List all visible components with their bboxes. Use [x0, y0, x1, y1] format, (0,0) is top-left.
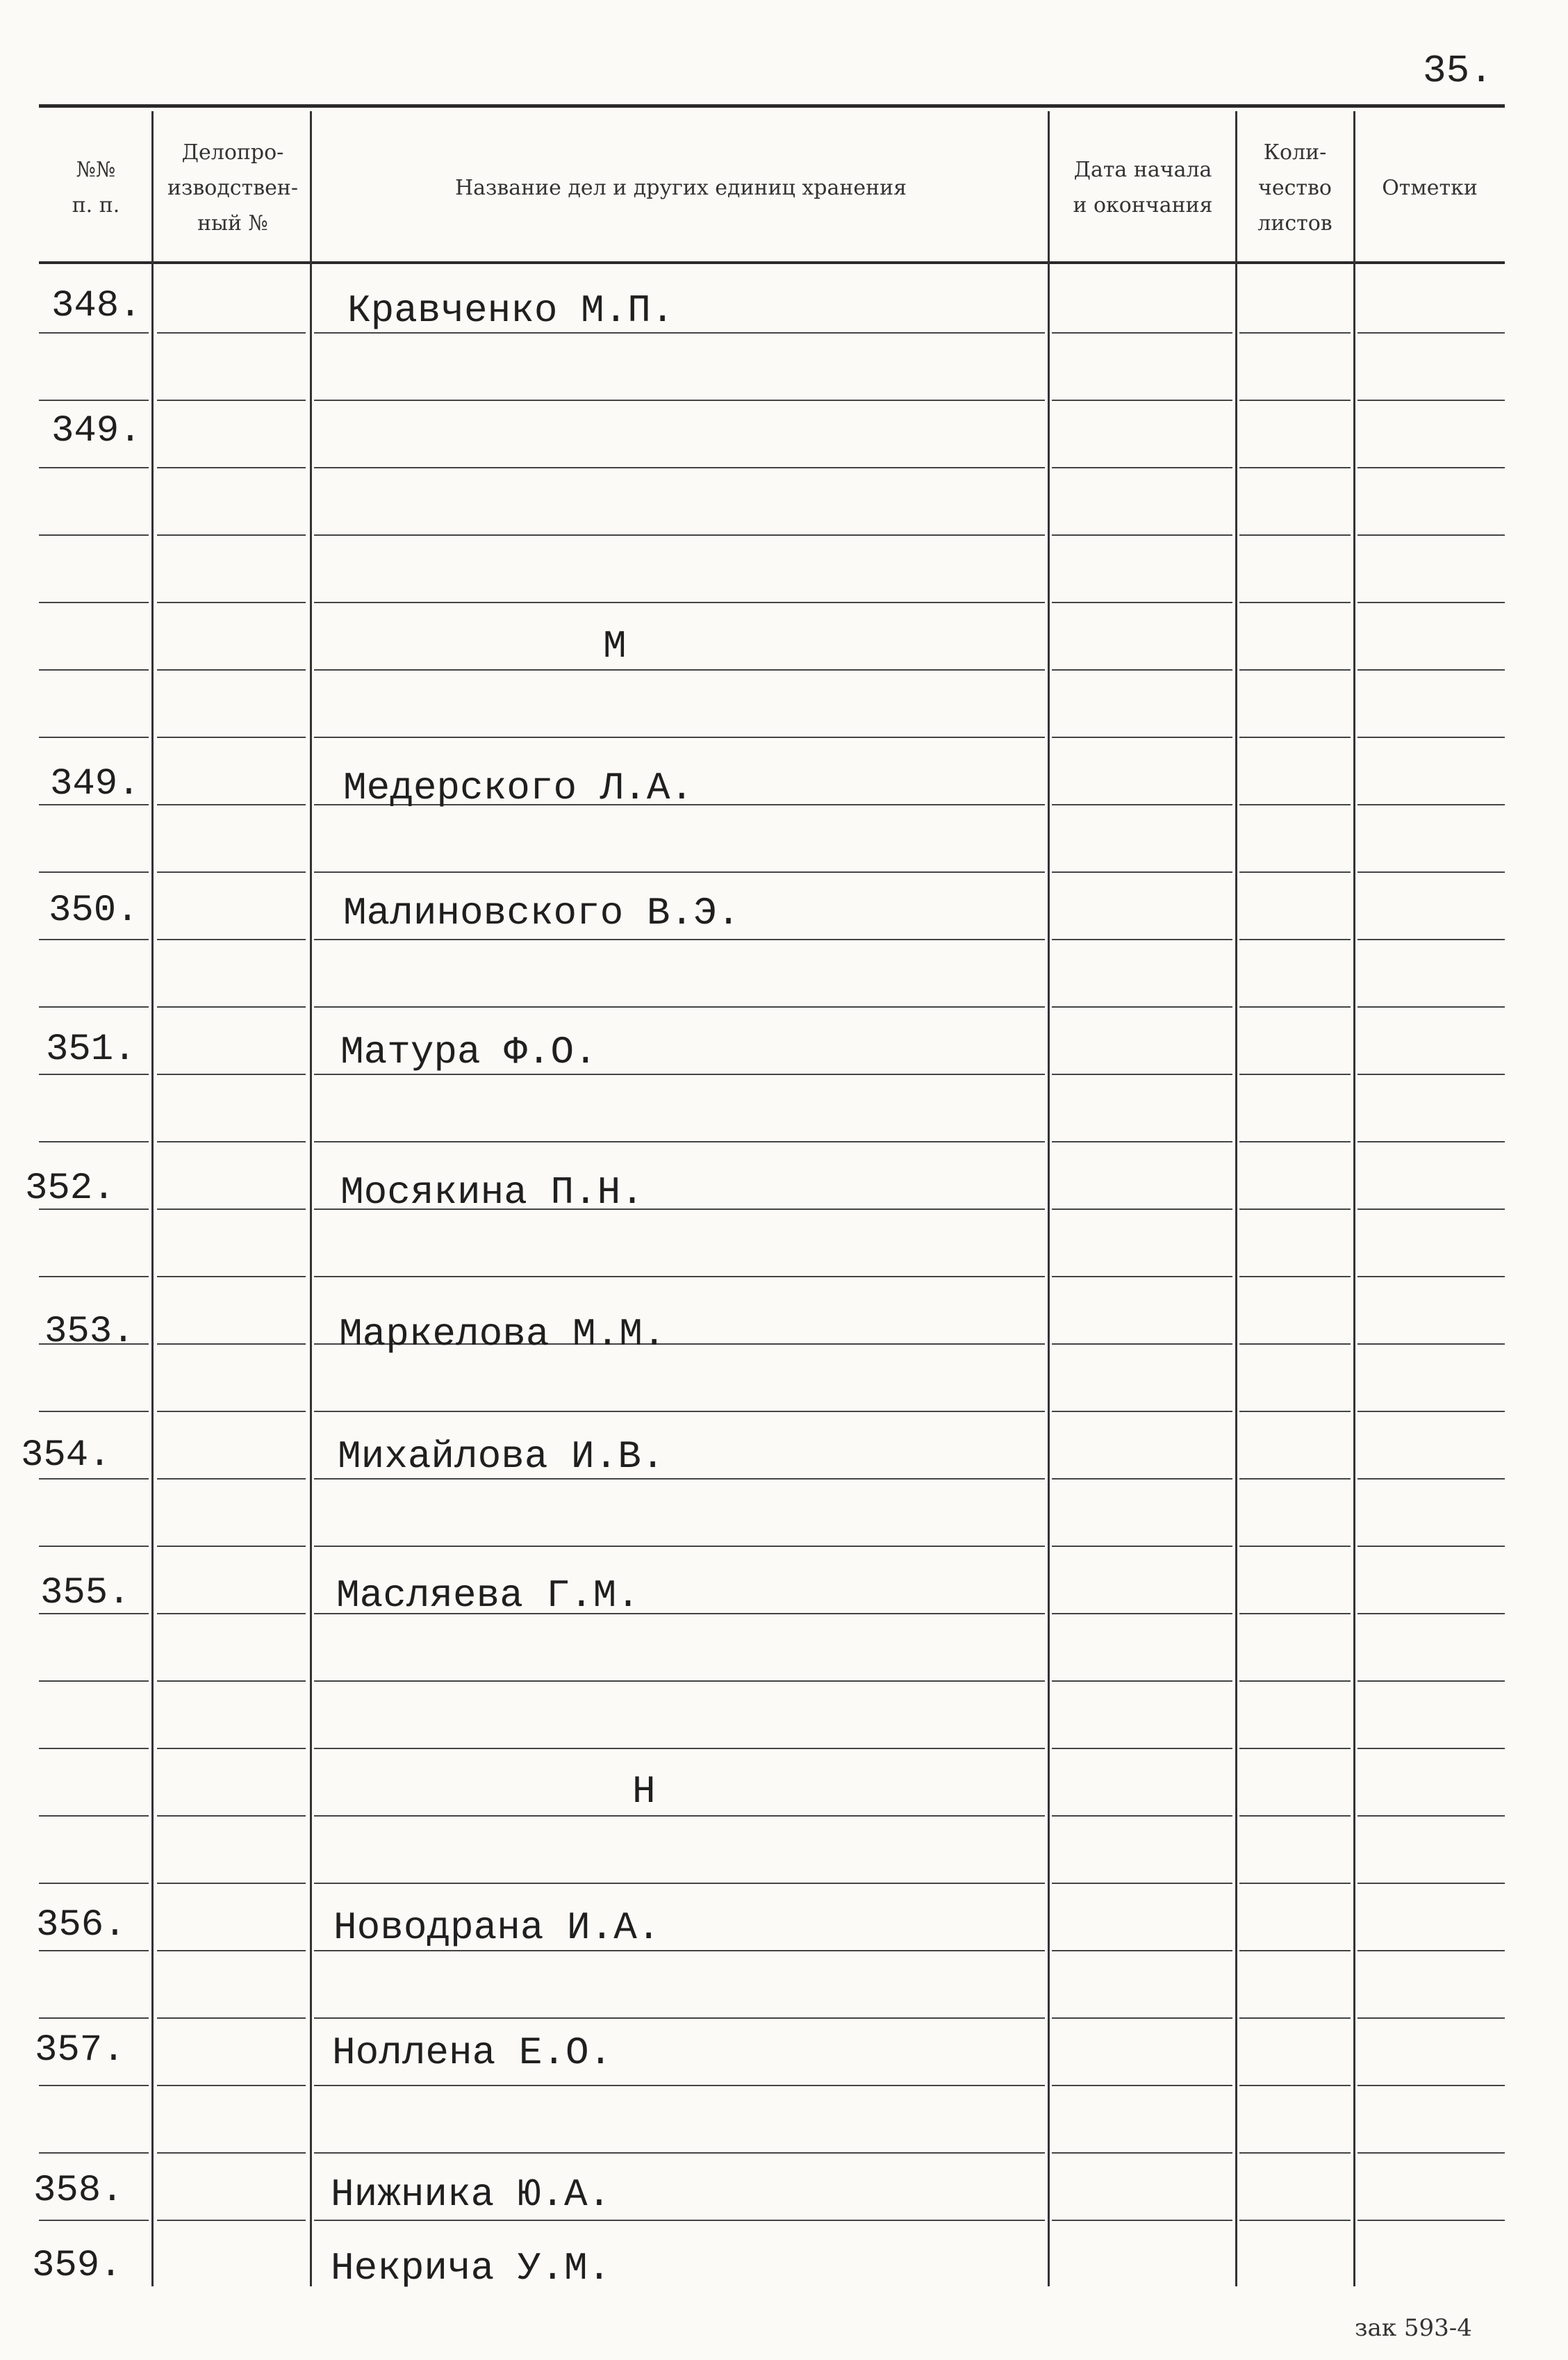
ruled-line — [39, 669, 149, 671]
ruled-line — [314, 1141, 1045, 1142]
ruled-line — [1357, 467, 1505, 468]
ruled-line — [1052, 669, 1232, 671]
ruled-line — [1239, 1748, 1351, 1749]
row-title: Масляева Г.М. — [336, 1573, 640, 1618]
header-col-office-number: Делопро- изводствен- ный № — [167, 140, 298, 236]
row-number: 355. — [40, 1572, 131, 1614]
ruled-line — [1357, 1680, 1505, 1682]
ruled-line — [39, 2085, 149, 2086]
ruled-line — [1052, 602, 1232, 603]
ruled-line — [1239, 1883, 1351, 1884]
ruled-line — [1052, 534, 1232, 536]
ruled-line — [39, 467, 149, 468]
ruled-line — [157, 1883, 306, 1884]
ruled-line — [1357, 2085, 1505, 2086]
ruled-line — [157, 2220, 306, 2221]
ruled-line — [39, 1950, 149, 1951]
ruled-line — [157, 1748, 306, 1749]
ruled-line — [1239, 534, 1351, 536]
ruled-line — [1239, 669, 1351, 671]
ruled-line — [1357, 804, 1505, 805]
header-col-sheets: Коли- чество листов — [1257, 140, 1332, 236]
ruled-line — [1052, 2085, 1232, 2086]
row-title: Новодрана И.А. — [333, 1906, 661, 1950]
ruled-line — [157, 939, 306, 940]
row-number: 349. — [50, 763, 140, 805]
ruled-line — [314, 2085, 1045, 2086]
ruled-line — [314, 534, 1045, 536]
ruled-line — [1357, 1748, 1505, 1749]
row-title: Некрича У.М. — [331, 2246, 611, 2291]
ruled-line — [157, 2017, 306, 2019]
ruled-line — [157, 1546, 306, 1547]
ruled-line — [1357, 1883, 1505, 1884]
header-col-number: №№ п. п. — [72, 158, 120, 218]
ruled-line — [157, 2085, 306, 2086]
row-number: 359. — [32, 2245, 122, 2287]
header-col-dates: Дата начала и окончания — [1073, 158, 1213, 218]
ruled-line — [1052, 1815, 1232, 1817]
column-divider — [310, 111, 312, 2286]
ruled-line — [157, 804, 306, 805]
row-number: 353. — [44, 1311, 135, 1353]
row-title: Малиновского В.Э. — [343, 891, 741, 935]
ruled-line — [1239, 1478, 1351, 1480]
row-number: 357. — [35, 2029, 125, 2072]
row-title: Кравченко М.П. — [347, 288, 675, 333]
ruled-line — [39, 871, 149, 873]
ruled-line — [157, 1074, 306, 1075]
ruled-line — [1239, 602, 1351, 603]
ruled-line — [1052, 1276, 1232, 1277]
ruled-line — [1357, 1006, 1505, 1008]
ruled-line — [157, 1208, 306, 1210]
footer-note: зак 593-4 — [1355, 2314, 1472, 2342]
row-title: Медерского Л.А. — [343, 766, 694, 810]
ruled-line — [39, 1411, 149, 1412]
ruled-line — [314, 1006, 1045, 1008]
ruled-line — [39, 939, 149, 940]
ruled-line — [1357, 1141, 1505, 1142]
ruled-line — [1239, 1546, 1351, 1547]
section-letter: Н — [632, 1769, 656, 1814]
ruled-line — [1357, 2152, 1505, 2154]
ruled-line — [157, 332, 306, 334]
ruled-line — [39, 400, 149, 401]
ruled-line — [314, 400, 1045, 401]
ruled-line — [157, 602, 306, 603]
ruled-line — [157, 1613, 306, 1614]
ruled-line — [1357, 2220, 1505, 2221]
ruled-line — [314, 871, 1045, 873]
ruled-line — [39, 1141, 149, 1142]
ruled-line — [157, 1141, 306, 1142]
ruled-line — [157, 2152, 306, 2154]
ruled-line — [1357, 400, 1505, 401]
ruled-line — [1239, 1074, 1351, 1075]
ruled-line — [314, 2220, 1045, 2221]
ruled-line — [157, 1680, 306, 1682]
ruled-line — [1239, 1208, 1351, 1210]
ruled-line — [39, 1006, 149, 1008]
ruled-line — [1239, 2017, 1351, 2019]
ruled-line — [157, 669, 306, 671]
ruled-line — [1239, 737, 1351, 738]
column-divider — [1048, 111, 1050, 2286]
ruled-line — [39, 1546, 149, 1547]
section-letter: М — [603, 624, 627, 669]
page-number: 35. — [1423, 49, 1493, 93]
ruled-line — [1052, 1883, 1232, 1884]
ruled-line — [1052, 1006, 1232, 1008]
row-number: 348. — [51, 285, 142, 327]
ruled-line — [39, 602, 149, 603]
ruled-line — [1052, 1950, 1232, 1951]
ruled-line — [1239, 1006, 1351, 1008]
row-title: Михайлова И.В. — [338, 1434, 665, 1479]
top-rule — [39, 104, 1505, 108]
ruled-line — [39, 1478, 149, 1480]
row-number: 350. — [49, 890, 139, 932]
ruled-line — [157, 1411, 306, 1412]
ruled-line — [1357, 871, 1505, 873]
ruled-line — [1357, 1276, 1505, 1277]
ruled-line — [1052, 1478, 1232, 1480]
ruled-line — [314, 2152, 1045, 2154]
ruled-line — [1052, 871, 1232, 873]
ruled-line — [1239, 400, 1351, 401]
row-number: 351. — [46, 1029, 136, 1071]
ruled-line — [39, 332, 149, 334]
ruled-line — [157, 1950, 306, 1951]
ruled-line — [157, 1815, 306, 1817]
ruled-line — [1052, 400, 1232, 401]
ruled-line — [157, 1478, 306, 1480]
ruled-line — [1239, 1613, 1351, 1614]
ruled-line — [1052, 2220, 1232, 2221]
ruled-line — [314, 467, 1045, 468]
ruled-line — [1052, 737, 1232, 738]
ruled-line — [1357, 1815, 1505, 1817]
ruled-line — [314, 737, 1045, 738]
ruled-line — [1357, 332, 1505, 334]
ruled-line — [1239, 2085, 1351, 2086]
column-divider — [151, 111, 154, 2286]
ruled-line — [157, 400, 306, 401]
ruled-line — [39, 1748, 149, 1749]
ruled-line — [314, 1276, 1045, 1277]
ruled-line — [1357, 1074, 1505, 1075]
ruled-line — [1357, 1546, 1505, 1547]
ruled-line — [39, 1815, 149, 1817]
ruled-line — [157, 467, 306, 468]
ruled-line — [39, 1276, 149, 1277]
ruled-line — [314, 1815, 1045, 1817]
ruled-line — [314, 2017, 1045, 2019]
ruled-line — [39, 1074, 149, 1075]
ruled-line — [1052, 1343, 1232, 1345]
ruled-line — [1052, 1411, 1232, 1412]
header-rule — [39, 261, 1505, 264]
row-title: Нижника Ю.А. — [331, 2172, 611, 2217]
ruled-line — [314, 1883, 1045, 1884]
ruled-line — [1239, 1680, 1351, 1682]
ruled-line — [1239, 804, 1351, 805]
row-number: 356. — [36, 1904, 126, 1947]
ruled-line — [1052, 467, 1232, 468]
column-divider — [1353, 111, 1355, 2286]
ruled-line — [1239, 1276, 1351, 1277]
ruled-line — [1239, 1343, 1351, 1345]
ruled-line — [314, 1680, 1045, 1682]
row-number: 354. — [21, 1434, 111, 1477]
ruled-line — [39, 2152, 149, 2154]
ruled-line — [1052, 2152, 1232, 2154]
ruled-line — [1239, 2152, 1351, 2154]
ruled-line — [157, 534, 306, 536]
ruled-line — [39, 737, 149, 738]
ruled-line — [314, 1411, 1045, 1412]
ruled-line — [1239, 1141, 1351, 1142]
ruled-line — [1052, 1680, 1232, 1682]
ruled-line — [1052, 939, 1232, 940]
row-number: 349. — [51, 410, 142, 452]
ruled-line — [39, 1680, 149, 1682]
ruled-line — [39, 1883, 149, 1884]
ruled-line — [1239, 871, 1351, 873]
column-divider — [1235, 111, 1237, 2286]
ruled-line — [157, 871, 306, 873]
ruled-line — [314, 1950, 1045, 1951]
row-title: Мосякина П.Н. — [340, 1170, 644, 1215]
ruled-line — [1239, 332, 1351, 334]
ruled-line — [1239, 939, 1351, 940]
ruled-line — [1052, 804, 1232, 805]
ruled-line — [314, 939, 1045, 940]
ruled-line — [1357, 939, 1505, 940]
ruled-line — [1357, 669, 1505, 671]
ruled-line — [314, 1546, 1045, 1547]
ruled-line — [1052, 1546, 1232, 1547]
ruled-line — [1239, 1950, 1351, 1951]
row-title: Матура Ф.О. — [340, 1030, 597, 1074]
ruled-line — [1357, 1411, 1505, 1412]
row-number: 352. — [25, 1167, 115, 1210]
ruled-line — [1052, 1748, 1232, 1749]
ruled-line — [1357, 1208, 1505, 1210]
ruled-line — [1357, 737, 1505, 738]
ruled-line — [1052, 1074, 1232, 1075]
ruled-line — [157, 1343, 306, 1345]
ruled-line — [1357, 1343, 1505, 1345]
ruled-line — [1357, 602, 1505, 603]
ruled-line — [39, 534, 149, 536]
ruled-line — [1052, 1141, 1232, 1142]
ruled-line — [157, 1276, 306, 1277]
ruled-line — [1052, 1613, 1232, 1614]
ruled-line — [1052, 1208, 1232, 1210]
ruled-line — [1357, 534, 1505, 536]
ruled-line — [1357, 1613, 1505, 1614]
ruled-line — [1357, 2017, 1505, 2019]
ruled-line — [1052, 332, 1232, 334]
ruled-line — [39, 2220, 149, 2221]
ruled-line — [1357, 1478, 1505, 1480]
ruled-line — [314, 669, 1045, 671]
header-col-notes: Отметки — [1382, 175, 1478, 200]
ruled-line — [1052, 2017, 1232, 2019]
ruled-line — [1239, 1411, 1351, 1412]
row-title: Маркелова М.М. — [339, 1312, 666, 1357]
ruled-line — [1357, 1950, 1505, 1951]
header-col-title: Название дел и других единиц хранения — [454, 175, 907, 200]
ruled-line — [157, 1006, 306, 1008]
row-number: 358. — [33, 2170, 124, 2212]
ruled-line — [157, 737, 306, 738]
ruled-line — [1239, 1815, 1351, 1817]
ruled-line — [1239, 2220, 1351, 2221]
row-title: Ноллена Е.О. — [332, 2031, 613, 2075]
ruled-line — [39, 2017, 149, 2019]
ruled-line — [314, 1748, 1045, 1749]
ruled-line — [314, 602, 1045, 603]
ruled-line — [1239, 467, 1351, 468]
